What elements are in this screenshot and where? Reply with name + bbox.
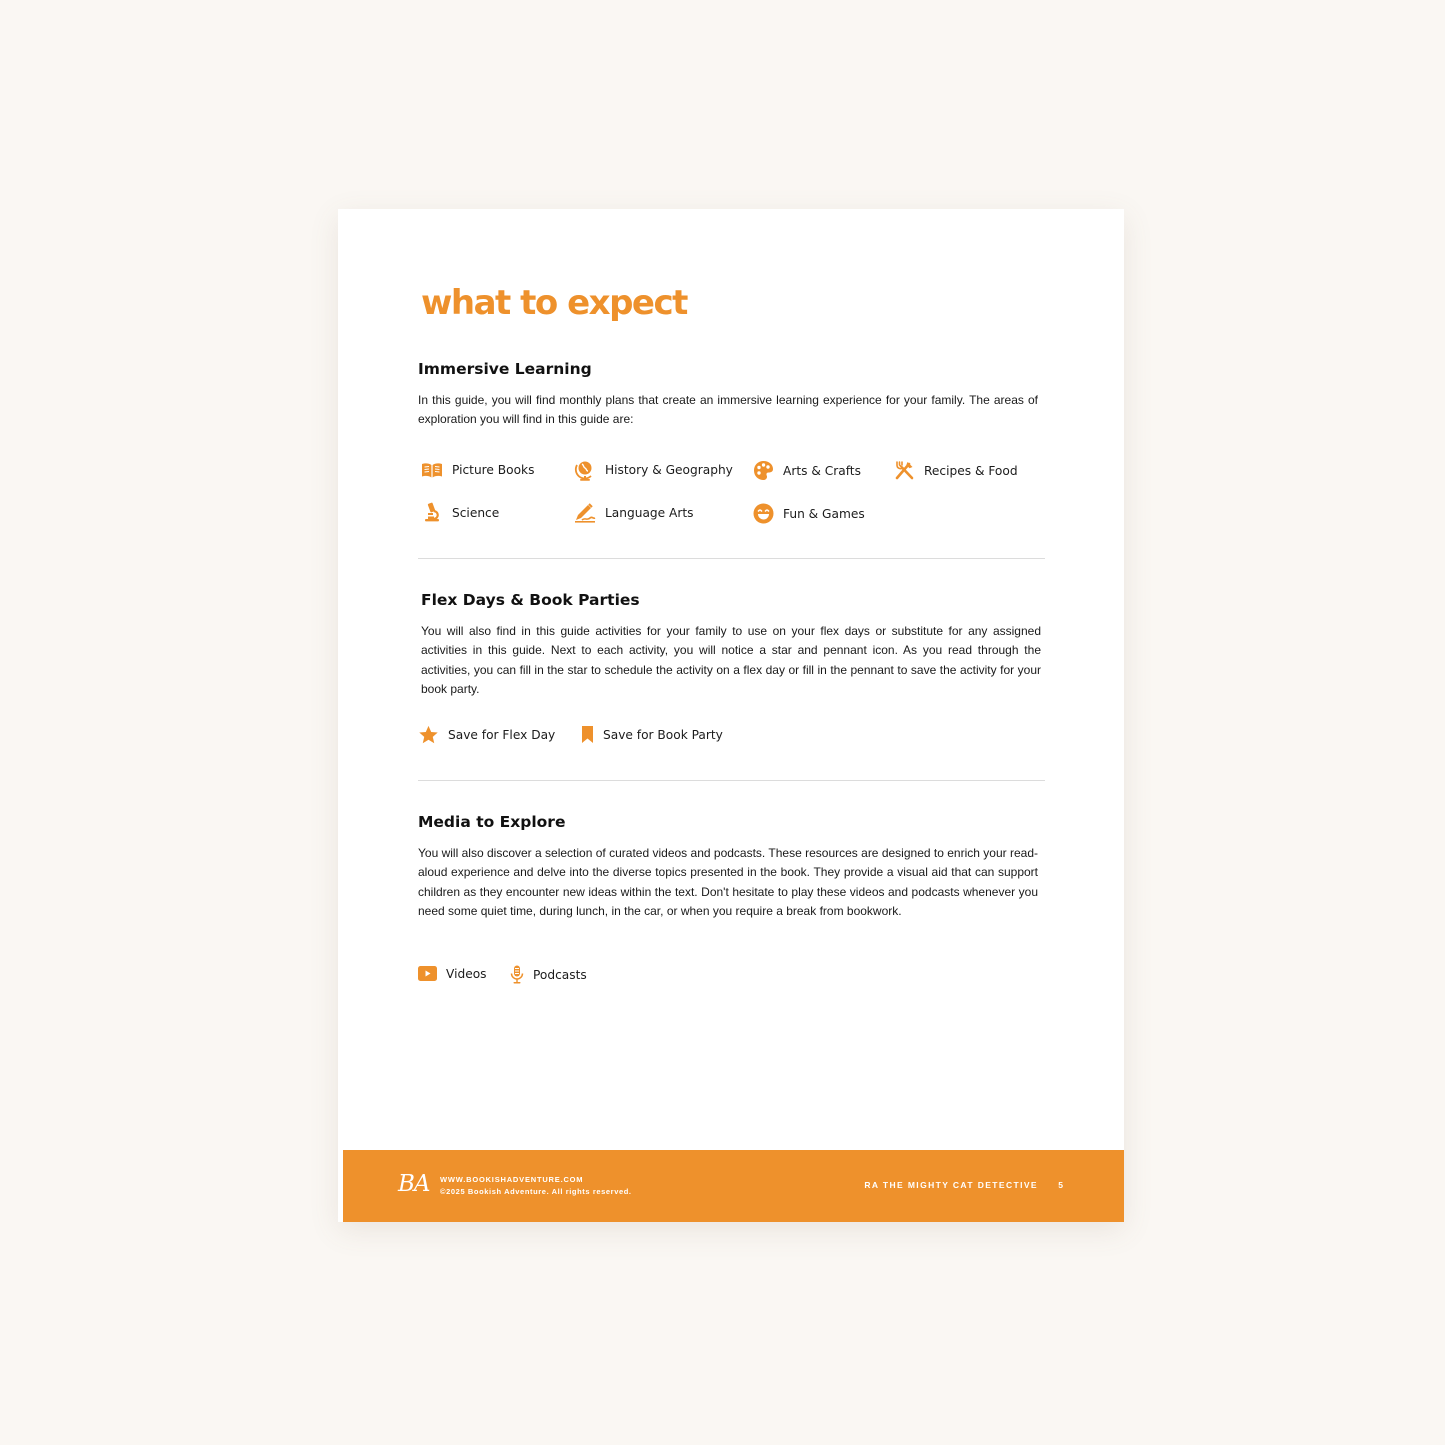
area-science [421, 502, 499, 524]
area-label: Arts & Crafts [783, 463, 861, 478]
section-heading: Immersive Learning [418, 360, 592, 378]
palette-icon [753, 460, 774, 481]
area-arts-crafts [753, 460, 861, 481]
pen-writing-icon [574, 503, 596, 523]
area-history-geography [574, 459, 733, 481]
microscope-icon [421, 502, 443, 524]
open-book-icon [421, 461, 443, 479]
bookmark-icon [581, 725, 594, 744]
section-divider [418, 780, 1045, 781]
area-recipes-food [894, 460, 1018, 481]
area-label: Fun & Games [783, 506, 865, 521]
area-picture-books [421, 461, 534, 479]
section-divider [418, 558, 1045, 559]
media-videos [418, 966, 487, 981]
area-language-arts [574, 503, 694, 523]
footer-copyright: ©2025 Bookish Adventure. All rights reserved. [440, 1187, 632, 1196]
smiley-icon [753, 503, 774, 524]
page-footer [343, 1150, 1124, 1222]
microphone-icon [510, 965, 524, 984]
media-podcasts [510, 965, 587, 984]
globe-icon [574, 459, 596, 481]
area-fun-games [753, 503, 865, 524]
page-title: what to expect [421, 283, 687, 323]
section-heading: Media to Explore [418, 813, 566, 831]
page-number: 5 [1058, 1180, 1063, 1190]
area-label: History & Geography [605, 463, 733, 477]
section-body: You will also find in this guide activities for your family to use on your flex days or substitute for any assigned activities in this guide. Next to each activity, you will notice a star and pennant icon. As you read through the activities, you can fill in the star to schedule the activity on a flex day or fill in the pennant to save the activity for your book party. [421, 624, 1041, 696]
star-icon [418, 725, 439, 745]
media-label: Podcasts [533, 967, 587, 982]
section-body: You will also discover a selection of curated videos and podcasts. These resources are designed to enrich your read-aloud experience and delve into the diverse topics presented in the book. They provide a visual aid that can support children as they encounter new ideas within the text. Don't hesitate to play these videos and podcasts whenever you need some quiet time, during lunch, in the car, or when you require a break from bookwork. [418, 846, 1038, 918]
guide-page [338, 209, 1124, 1222]
video-play-icon [418, 966, 437, 981]
utensils-icon [894, 460, 915, 481]
section-flex-days [421, 591, 1041, 699]
media-label: Videos [446, 966, 487, 981]
footer-website[interactable]: WWW.BOOKISHADVENTURE.COM [440, 1175, 584, 1184]
area-label: Language Arts [605, 506, 694, 520]
section-media [418, 813, 1038, 921]
legend-flex-day [418, 725, 555, 745]
legend-label: Save for Flex Day [448, 728, 556, 742]
area-label: Picture Books [452, 463, 535, 477]
area-label: Recipes & Food [924, 463, 1018, 478]
area-label: Science [452, 506, 500, 520]
legend-book-party [581, 725, 723, 744]
section-immersive-learning [418, 360, 1038, 430]
legend-label: Save for Book Party [603, 727, 723, 742]
footer-book-title: RA THE MIGHTY CAT DETECTIVE [864, 1180, 1038, 1190]
brand-logo: BA [398, 1171, 430, 1197]
section-body: In this guide, you will find monthly plans that create an immersive learning experience for your family. The areas of exploration you will find in this guide are: [418, 393, 1038, 427]
section-heading: Flex Days & Book Parties [421, 591, 640, 609]
